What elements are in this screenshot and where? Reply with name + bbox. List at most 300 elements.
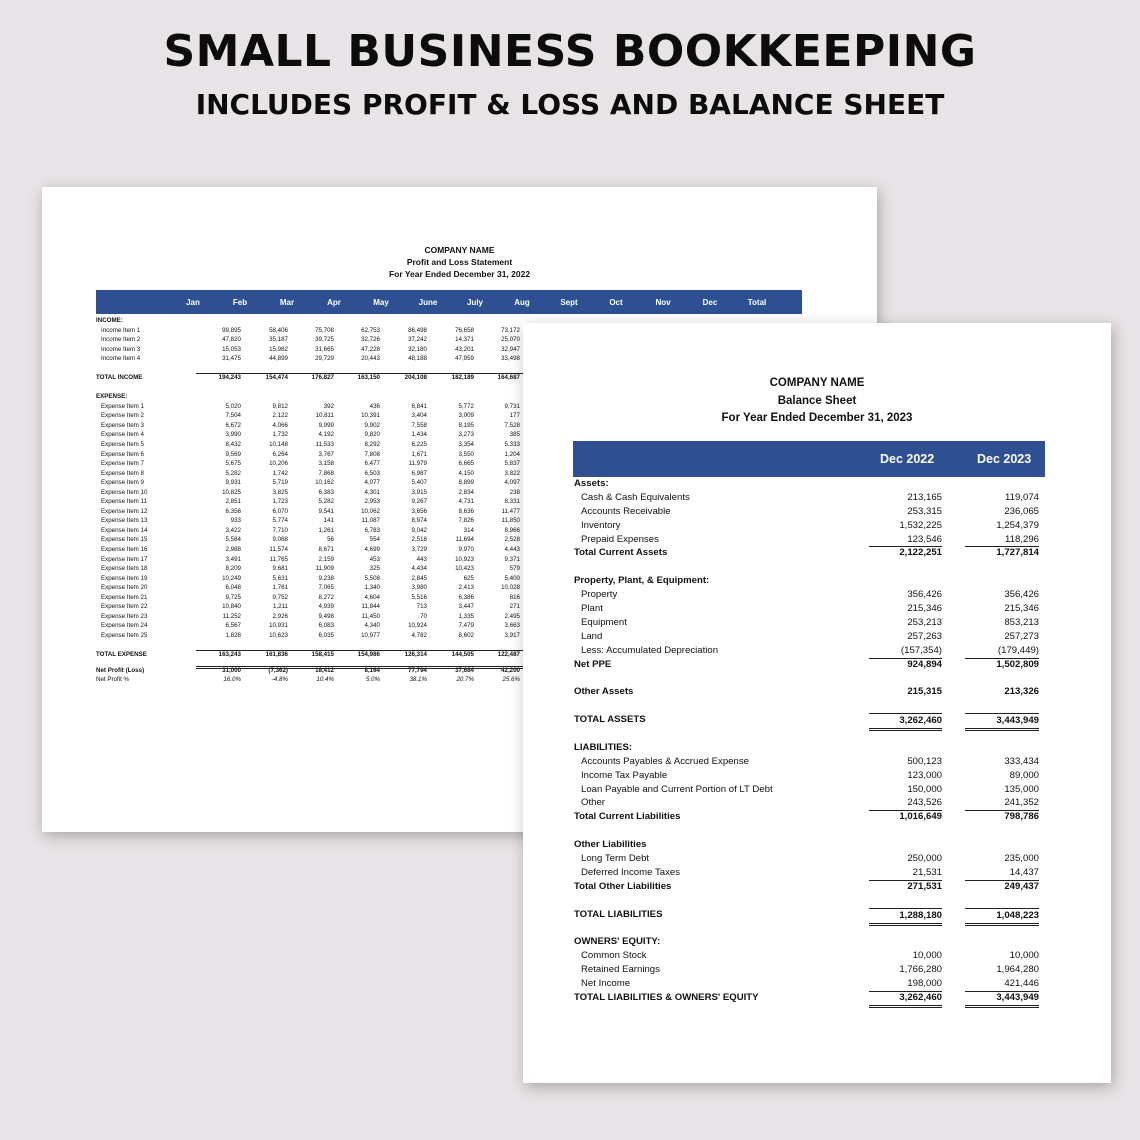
bs-row-label: Net PPE xyxy=(574,658,612,670)
bs-col-dec-2023: Dec 2023 xyxy=(977,452,1032,466)
pl-row-label: INCOME: xyxy=(96,317,123,324)
pl-cell: 2,845 xyxy=(411,574,427,582)
pl-cell: 122,487 xyxy=(497,651,520,658)
pl-cell: 11,087 xyxy=(361,517,380,525)
pl-cell: 32,726 xyxy=(361,336,380,344)
bs-value-dec-2022: 215,315 xyxy=(907,686,942,698)
pl-row-label: Expense Item 23 xyxy=(101,612,148,620)
pl-cell: 1,434 xyxy=(411,431,427,439)
bs-value-dec-2023: 1,727,814 xyxy=(996,547,1039,559)
pl-cell: 5,837 xyxy=(504,460,520,468)
pl-income-row xyxy=(96,354,566,364)
pl-cell: 625 xyxy=(463,574,474,582)
pl-cell: 8,331 xyxy=(504,498,520,506)
pl-cell: 5.0% xyxy=(365,676,380,684)
bs-spacer-row xyxy=(573,894,1045,908)
pl-cell: 9,267 xyxy=(411,498,427,506)
pl-cell: 99,895 xyxy=(222,326,241,334)
bs-row xyxy=(573,908,1045,922)
pl-month-11: Dec xyxy=(702,298,718,307)
pl-cell: 9,681 xyxy=(272,565,288,573)
bs-column-header xyxy=(573,441,1045,477)
bs-value-dec-2022: 1,288,180 xyxy=(869,908,942,926)
bs-row xyxy=(573,880,1045,894)
pl-row-label: Net Profit (Loss) xyxy=(96,666,145,674)
pl-row-label: Income Item 1 xyxy=(101,326,141,334)
bs-period: For Year Ended December 31, 2023 xyxy=(721,412,913,424)
pl-cell: 56 xyxy=(327,536,334,544)
pl-cell: 25,070 xyxy=(501,336,520,344)
bs-value-dec-2022: 356,426 xyxy=(907,589,942,601)
pl-cell: 163,243 xyxy=(218,651,241,658)
pl-cell: 10,840 xyxy=(222,603,241,611)
pl-cell: 42,200 xyxy=(501,666,520,674)
pl-cell: 3,990 xyxy=(225,431,241,439)
bs-row xyxy=(573,505,1045,519)
pl-cell: 6,672 xyxy=(225,421,241,429)
pl-row-label: Expense Item 4 xyxy=(101,431,144,439)
pl-cell: 238 xyxy=(509,488,520,496)
pl-spacer xyxy=(96,364,566,374)
pl-cell: 3,404 xyxy=(411,412,427,420)
bs-value-dec-2023: 213,326 xyxy=(1004,686,1039,698)
pl-cell: 5,407 xyxy=(411,479,427,487)
bs-title: Balance Sheet xyxy=(777,395,857,407)
pl-cell: 47,820 xyxy=(222,336,241,344)
bs-row-label: Total Current Assets xyxy=(574,547,668,559)
pl-expense-row xyxy=(96,402,566,412)
pl-cell: 443 xyxy=(416,555,427,563)
bs-row xyxy=(573,630,1045,644)
pl-cell: 11,765 xyxy=(269,555,288,563)
pl-cell: 5,516 xyxy=(411,593,427,601)
pl-cell: 6,225 xyxy=(411,441,427,449)
pl-expense-row xyxy=(96,621,566,631)
pl-row-label: TOTAL INCOME xyxy=(96,374,143,382)
pl-row-label: Expense Item 5 xyxy=(101,441,144,449)
pl-expense-row xyxy=(96,478,566,488)
bs-row-label: Plant xyxy=(581,603,603,615)
pl-expense-label xyxy=(96,392,566,402)
bs-row-label: Property xyxy=(581,589,618,601)
pl-cell: 182,189 xyxy=(451,374,474,382)
bs-value-dec-2023: 333,434 xyxy=(1004,755,1039,767)
pl-cell: 314 xyxy=(463,526,474,534)
pl-income-row xyxy=(96,345,566,355)
pl-cell: 3,822 xyxy=(504,469,520,477)
pl-cell: 47,228 xyxy=(361,345,380,353)
pl-cell: 1,671 xyxy=(411,450,427,458)
bs-value-dec-2022: 1,016,649 xyxy=(899,811,942,823)
pl-cell: 10.4% xyxy=(316,676,334,684)
pl-cell: 8,636 xyxy=(458,507,474,515)
bs-row-label: Deferred Income Taxes xyxy=(581,866,681,878)
bs-value-dec-2023: 89,000 xyxy=(1009,769,1039,781)
pl-cell: 8,974 xyxy=(411,517,427,525)
pl-cell: 7,826 xyxy=(458,517,474,525)
pl-cell: 73,172 xyxy=(501,326,520,334)
pl-cell: 35,187 xyxy=(269,336,288,344)
pl-cell: 1,204 xyxy=(504,450,520,458)
pl-cell: 11,533 xyxy=(315,441,334,449)
bs-row-label: Total Current Liabilities xyxy=(574,811,681,823)
bs-row xyxy=(573,935,1045,949)
bs-row-label: TOTAL LIABILITIES xyxy=(574,908,663,920)
bs-value-dec-2022: 123,000 xyxy=(907,769,942,781)
pl-cell: 3,447 xyxy=(458,603,474,611)
pl-cell: 11,477 xyxy=(501,507,520,515)
pl-cell: 3,550 xyxy=(458,450,474,458)
bs-row-label: Long Term Debt xyxy=(581,853,650,865)
pl-cell: 9,752 xyxy=(272,593,288,601)
pl-cell: 1,742 xyxy=(272,469,288,477)
pl-cell: 62,753 xyxy=(361,326,380,334)
pl-cell: 2,495 xyxy=(504,612,520,620)
pl-cell: 16.0% xyxy=(223,676,241,684)
pl-cell: 48,188 xyxy=(408,355,427,363)
pl-cell: 10,825 xyxy=(222,488,241,496)
pl-cell: 4,077 xyxy=(364,479,380,487)
bs-value-dec-2023: 1,048,223 xyxy=(965,908,1039,926)
bs-row xyxy=(573,963,1045,977)
bs-value-dec-2022: 2,122,251 xyxy=(899,547,942,559)
pl-cell: 37,684 xyxy=(455,666,474,674)
pl-spacer xyxy=(96,641,566,651)
pl-cell: 176,827 xyxy=(311,374,334,382)
pl-cell: 3,354 xyxy=(458,441,474,449)
bs-value-dec-2022: 213,165 xyxy=(907,491,942,503)
pl-row-label: Expense Item 24 xyxy=(101,622,148,630)
pl-cell: 7,479 xyxy=(458,622,474,630)
pl-row-label: Expense Item 13 xyxy=(101,517,148,525)
pl-cell: 3,767 xyxy=(318,450,334,458)
pl-cell: 9,820 xyxy=(364,431,380,439)
pl-cell: 4,340 xyxy=(364,622,380,630)
pl-row-label: Net Profit % xyxy=(96,676,130,684)
pl-cell: 11,844 xyxy=(361,603,380,611)
bs-row-label: Other Assets xyxy=(574,686,634,698)
pl-expense-row xyxy=(96,535,566,545)
bs-row-label: Inventory xyxy=(581,519,621,531)
pl-cell: 47,959 xyxy=(455,355,474,363)
pl-cell: 1,828 xyxy=(225,631,241,639)
bs-row-label: Cash & Cash Equivalents xyxy=(581,491,690,503)
bs-spacer-row xyxy=(573,922,1045,936)
pl-cell: 14,371 xyxy=(455,336,474,344)
pl-cell: 9,042 xyxy=(411,526,427,534)
bs-row xyxy=(573,644,1045,658)
pl-row-label: Income Item 4 xyxy=(101,355,141,363)
bs-value-dec-2023: 853,213 xyxy=(1004,616,1039,628)
pl-row-label: Expense Item 20 xyxy=(101,584,148,592)
bs-value-dec-2022: 21,531 xyxy=(869,866,942,881)
pl-expense-row xyxy=(96,574,566,584)
pl-cell: 8,209 xyxy=(225,565,241,573)
bs-row-label: TOTAL ASSETS xyxy=(574,714,646,726)
pl-cell: 2,834 xyxy=(458,488,474,496)
bs-row xyxy=(573,713,1045,727)
pl-cell: 6,841 xyxy=(411,402,427,410)
balance-sheet xyxy=(523,323,1111,1083)
pl-expense-row xyxy=(96,430,566,440)
pl-cell: 8,432 xyxy=(225,441,241,449)
pl-cell: 1,723 xyxy=(272,498,288,506)
pl-row-label: Expense Item 10 xyxy=(101,488,148,496)
bs-value-dec-2023: 215,346 xyxy=(1004,603,1039,615)
pl-expense-row xyxy=(96,555,566,565)
pl-cell: 29,729 xyxy=(315,355,334,363)
bs-value-dec-2023: 119,074 xyxy=(1005,491,1039,503)
bs-value-dec-2023: 135,000 xyxy=(1004,783,1039,795)
bs-value-dec-2022: 215,346 xyxy=(907,603,942,615)
bs-value-dec-2023: 241,352 xyxy=(965,796,1039,811)
bs-spacer-row xyxy=(573,824,1045,838)
bs-value-dec-2022: 253,213 xyxy=(907,616,942,628)
pl-cell: 9,931 xyxy=(225,479,241,487)
pl-cell: 4,097 xyxy=(504,479,520,487)
pl-row-label: Expense Item 25 xyxy=(101,631,148,639)
pl-cell: -4.8% xyxy=(271,676,288,684)
bs-spacer-row xyxy=(573,560,1045,574)
bs-value-dec-2022: 253,315 xyxy=(907,505,942,517)
pl-spacer xyxy=(96,383,566,393)
pl-cell: 31,475 xyxy=(222,355,241,363)
bs-value-dec-2022: 257,263 xyxy=(907,630,942,642)
pl-month-1: Feb xyxy=(232,298,248,307)
pl-cell: 9,498 xyxy=(318,612,334,620)
pl-cell: 44,899 xyxy=(269,355,288,363)
pl-cell: 10,423 xyxy=(455,565,474,573)
pl-cell: 154,474 xyxy=(265,374,288,382)
bs-spacer-row xyxy=(573,699,1045,713)
pl-expense-row xyxy=(96,440,566,450)
pl-month-header xyxy=(96,290,802,314)
pl-cell: 161,836 xyxy=(265,651,288,658)
pl-row-label: Expense Item 16 xyxy=(101,546,148,554)
pl-row-label: Expense Item 14 xyxy=(101,526,148,534)
pl-cell: 6,386 xyxy=(458,593,474,601)
pl-cell: 194,243 xyxy=(218,374,241,382)
pl-cell: 204,108 xyxy=(404,374,427,382)
bs-row xyxy=(573,477,1045,491)
pl-cell: 5,772 xyxy=(458,402,474,410)
bs-row xyxy=(573,533,1045,547)
pl-month-9: Oct xyxy=(609,298,623,307)
bs-value-dec-2023: 421,446 xyxy=(965,977,1039,992)
pl-cell: (7,362) xyxy=(268,666,288,674)
pl-expense-row xyxy=(96,602,566,612)
pl-cell: 37,242 xyxy=(408,336,427,344)
bs-value-dec-2023: 249,437 xyxy=(1004,880,1039,892)
bs-value-dec-2023: 356,426 xyxy=(1004,589,1039,601)
bs-row xyxy=(573,852,1045,866)
pl-cell: 1,261 xyxy=(318,526,334,534)
bs-row xyxy=(573,783,1045,797)
pl-expense-row xyxy=(96,421,566,431)
bs-value-dec-2023: 798,786 xyxy=(1004,811,1039,823)
pl-income-label xyxy=(96,316,566,326)
bs-value-dec-2023: 257,273 xyxy=(1004,630,1039,642)
pl-cell: 11,979 xyxy=(408,460,427,468)
pl-month-7: Aug xyxy=(514,298,530,307)
bs-value-dec-2023: 3,443,949 xyxy=(965,991,1039,1008)
pl-cell: 7,504 xyxy=(225,412,241,420)
pl-cell: 6,048 xyxy=(225,584,241,592)
pl-expense-row xyxy=(96,507,566,517)
pl-cell: 5,333 xyxy=(504,441,520,449)
pl-cell: 7,558 xyxy=(411,421,427,429)
bs-value-dec-2022: 10,000 xyxy=(912,950,942,962)
pl-cell: 5,774 xyxy=(272,517,288,525)
pl-cell: 126,314 xyxy=(404,651,427,658)
bs-row-label: Income Tax Payable xyxy=(581,769,668,781)
pl-cell: 3,825 xyxy=(272,488,288,496)
pl-income-row xyxy=(96,326,566,336)
pl-row-label: Expense Item 3 xyxy=(101,421,144,429)
pl-expense-row xyxy=(96,450,566,460)
bs-value-dec-2022: 924,894 xyxy=(907,658,942,670)
bs-row xyxy=(573,685,1045,699)
pl-total-expense-row xyxy=(96,650,566,660)
bs-value-dec-2023: 1,964,280 xyxy=(996,964,1039,976)
pl-cell: 2,926 xyxy=(272,612,288,620)
pl-month-3: Apr xyxy=(327,298,341,307)
pl-cell: 11,909 xyxy=(315,565,334,573)
pl-row-label: Expense Item 7 xyxy=(101,460,144,468)
pl-row-label: Expense Item 15 xyxy=(101,536,148,544)
pl-row-label: Income Item 2 xyxy=(101,336,141,344)
bs-value-dec-2022: 150,000 xyxy=(907,783,942,795)
pl-cell: 8,164 xyxy=(364,666,380,674)
pl-cell: 11,694 xyxy=(455,536,474,544)
bs-row xyxy=(573,991,1045,1005)
pl-cell: 9,068 xyxy=(272,536,288,544)
pl-cell: 453 xyxy=(369,555,380,563)
pl-cell: 6,503 xyxy=(364,469,380,477)
pl-cell: 9,902 xyxy=(364,421,380,429)
pl-cell: 10,391 xyxy=(361,412,380,420)
pl-cell: 8,292 xyxy=(364,441,380,449)
pl-expense-row xyxy=(96,583,566,593)
pl-cell: 4,604 xyxy=(364,593,380,601)
pl-cell: 11,850 xyxy=(501,517,520,525)
bs-row xyxy=(573,810,1045,824)
pl-period: For Year Ended December 31, 2022 xyxy=(388,269,531,279)
bs-row xyxy=(573,574,1045,588)
pl-row-label: Expense Item 9 xyxy=(101,479,144,487)
pl-month-8: Sept xyxy=(560,298,578,307)
bs-row-label: Common Stock xyxy=(581,950,647,962)
bs-row xyxy=(573,616,1045,630)
pl-cell: 10,931 xyxy=(269,622,288,630)
pl-cell: 163,150 xyxy=(357,374,380,382)
pl-row-label: Expense Item 11 xyxy=(101,498,147,506)
pl-cell: 816 xyxy=(509,593,520,601)
pl-cell: 7,868 xyxy=(318,469,334,477)
bs-value-dec-2023: (179,449) xyxy=(965,644,1039,659)
bs-value-dec-2023: 1,254,379 xyxy=(996,519,1039,531)
pl-row-label: Expense Item 21 xyxy=(101,593,148,601)
pl-cell: 713 xyxy=(416,603,427,611)
pl-cell: 6,070 xyxy=(272,507,288,515)
pl-expense-row xyxy=(96,612,566,622)
pl-row-label: Income Item 3 xyxy=(101,345,141,353)
pl-cell: 32,180 xyxy=(408,345,427,353)
pl-cell: 1,761 xyxy=(272,584,288,592)
pl-cell: 2,159 xyxy=(318,555,334,563)
bs-row-label: Assets: xyxy=(574,478,609,489)
pl-cell: 86,498 xyxy=(408,326,427,334)
pl-cell: 70 xyxy=(420,612,427,620)
pl-cell: 4,192 xyxy=(318,431,334,439)
pl-cell: 15,053 xyxy=(222,345,241,353)
bs-row-label: Prepaid Expenses xyxy=(581,533,659,545)
pl-cell: 9,541 xyxy=(318,507,334,515)
pl-cell: 9,970 xyxy=(458,546,474,554)
pl-cell: 554 xyxy=(369,536,380,544)
pl-cell: 10,811 xyxy=(315,412,334,420)
page-subtitle: INCLUDES PROFIT & LOSS AND BALANCE SHEET xyxy=(195,88,945,121)
pl-net-profit-row xyxy=(96,666,566,676)
pl-cell: 25.6% xyxy=(502,676,520,684)
bs-row xyxy=(573,588,1045,602)
pl-cell: 2,122 xyxy=(272,412,288,420)
pl-cell: 4,434 xyxy=(411,565,427,573)
pl-cell: 9,731 xyxy=(504,402,520,410)
pl-month-10: Nov xyxy=(655,298,671,307)
pl-expense-row xyxy=(96,469,566,479)
pl-cell: 7,065 xyxy=(318,584,334,592)
pl-expense-row xyxy=(96,459,566,469)
pl-cell: 6,383 xyxy=(318,488,334,496)
pl-expense-row xyxy=(96,516,566,526)
bs-value-dec-2023: 3,443,949 xyxy=(965,713,1039,731)
bs-value-dec-2022: 243,526 xyxy=(869,796,942,811)
pl-cell: 2,988 xyxy=(225,546,241,554)
pl-cell: 3,729 xyxy=(411,546,427,554)
pl-cell: 2,528 xyxy=(504,536,520,544)
pl-cell: 3,663 xyxy=(504,622,520,630)
bs-row xyxy=(573,491,1045,505)
pl-expense-row xyxy=(96,593,566,603)
pl-cell: 325 xyxy=(369,565,380,573)
bs-row-label: TOTAL LIABILITIES & OWNERS' EQUITY xyxy=(574,991,759,1003)
pl-cell: 3,009 xyxy=(458,412,474,420)
pl-cell: 5,675 xyxy=(225,460,241,468)
bs-value-dec-2022: 1,766,280 xyxy=(899,964,942,976)
bs-row xyxy=(573,866,1045,880)
pl-month-0: Jan xyxy=(186,298,200,307)
bs-row xyxy=(573,546,1045,560)
pl-row-label: EXPENSE: xyxy=(96,393,128,401)
pl-cell: 6,083 xyxy=(318,622,334,630)
pl-cell: 9,812 xyxy=(272,402,288,410)
bs-value-dec-2023: 1,502,809 xyxy=(996,658,1039,670)
pl-cell: 436 xyxy=(369,402,380,410)
bs-row-label: Property, Plant, & Equipment: xyxy=(574,575,710,587)
pl-cell: 5,631 xyxy=(272,574,288,582)
bs-value-dec-2023: 118,296 xyxy=(965,533,1039,548)
bs-row-label: Accounts Payables & Accrued Expense xyxy=(581,755,749,767)
pl-cell: 8,272 xyxy=(318,593,334,601)
pl-cell: 8,899 xyxy=(458,479,474,487)
pl-cell: 4,731 xyxy=(458,498,474,506)
pl-month-6: July xyxy=(466,298,483,307)
bs-value-dec-2022: 1,532,225 xyxy=(899,519,942,531)
bs-row xyxy=(573,741,1045,755)
pl-cell: 3,980 xyxy=(411,584,427,592)
pl-expense-row xyxy=(96,545,566,555)
